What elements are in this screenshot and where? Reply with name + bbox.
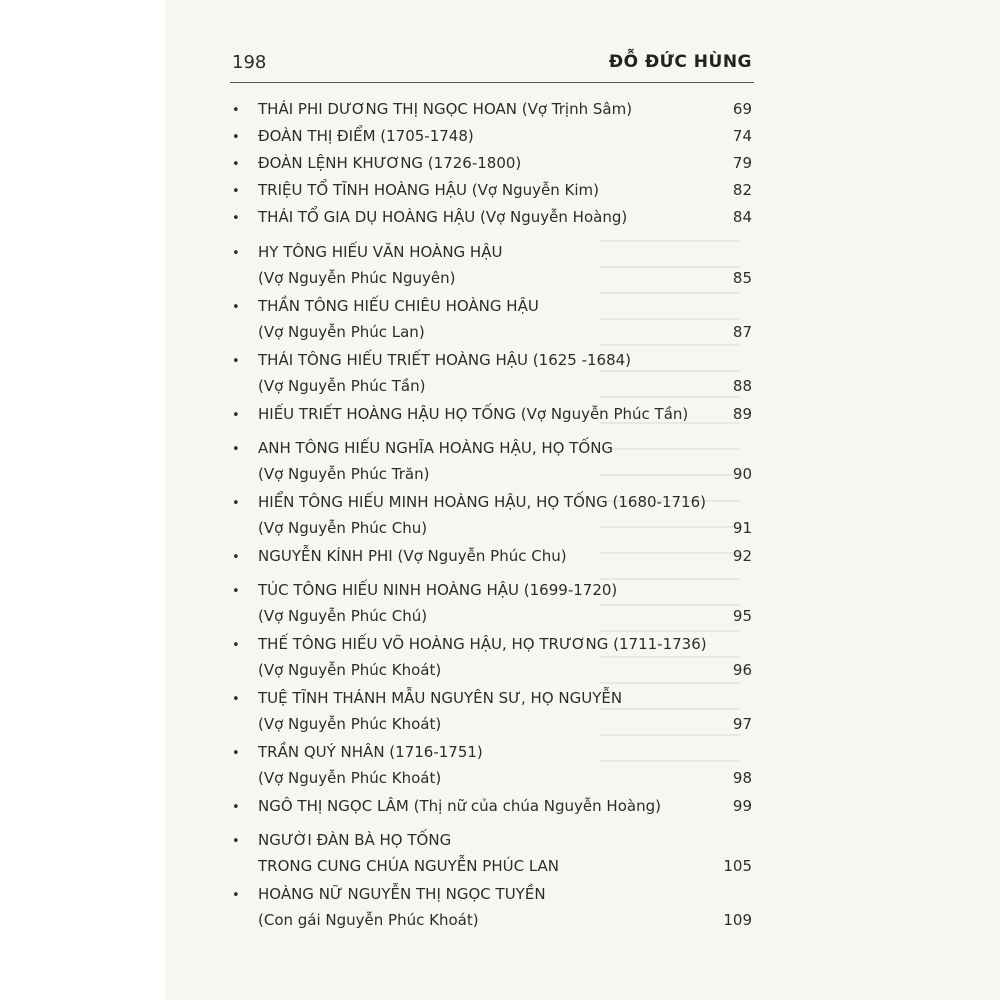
toc-entry-page-number: 99 (732, 797, 752, 815)
toc-entry-page-number: 84 (732, 208, 752, 226)
toc-entry-page-number: 98 (732, 769, 752, 787)
toc-entry-subtitle: (Con gái Nguyễn Phúc Khoát) (258, 911, 479, 929)
toc-entry-title (232, 797, 661, 817)
toc-entry-title (232, 154, 521, 174)
toc-entry-title-text: TÚC TÔNG HIẾU NINH HOÀNG HẬU (1699-1720) (258, 581, 618, 599)
page-number: 198 (232, 52, 267, 73)
toc-entry-page-number: 85 (732, 269, 752, 287)
bullet-icon: • (232, 442, 240, 457)
toc-entry-page-number: 97 (732, 715, 752, 733)
toc-entry-title-text: HY TÔNG HIẾU VĂN HOÀNG HẬU (258, 243, 503, 261)
toc-entry-page-number: 105 (723, 857, 752, 875)
toc-entry-subtitle: (Vợ Nguyễn Phúc Khoát) (258, 715, 442, 733)
toc-entry-subtitle: (Vợ Nguyễn Phúc Khoát) (258, 661, 442, 679)
toc-entry-title (232, 831, 451, 851)
toc-entry-title-text: TRẦN QUÝ NHÂN (1716-1751) (258, 743, 483, 761)
toc-entry-page-number: 74 (732, 127, 752, 145)
bullet-icon: • (232, 130, 240, 145)
toc-entry-title (232, 181, 599, 201)
toc-entry-title (232, 127, 474, 147)
toc-entry-subtitle: (Vợ Nguyễn Phúc Lan) (258, 323, 425, 341)
toc-entry-title-text: THÁI TÔNG HIẾU TRIẾT HOÀNG HẬU (1625 -1684) (258, 351, 632, 369)
toc-entry-page-number: 87 (732, 323, 752, 341)
toc-entry-page-number: 79 (732, 154, 752, 172)
toc-entry-title-text: ANH TÔNG HIẾU NGHĨA HOÀNG HẬU, HỌ TỐNG (258, 439, 614, 457)
bullet-icon: • (232, 800, 240, 815)
toc-entry-title (232, 885, 546, 905)
bullet-icon: • (232, 408, 240, 423)
toc-entry-title-text: THẾ TÔNG HIẾU VÕ HOÀNG HẬU, HỌ TRƯƠNG (1711-1736) (258, 635, 707, 653)
toc-entry-title (232, 100, 632, 120)
bullet-icon: • (232, 746, 240, 761)
toc-entry-title (232, 743, 483, 763)
toc-entry-title-text: TUỆ TĨNH THÁNH MẪU NGUYÊN SƯ, HỌ NGUYỄN (258, 689, 623, 707)
bullet-icon: • (232, 246, 240, 261)
toc-entry-subtitle: (Vợ Nguyễn Phúc Tần) (258, 377, 426, 395)
toc-entry-title (232, 635, 707, 655)
toc-entry-title-text: HOÀNG NỮ NGUYỄN THỊ NGỌC TUYỀN (258, 885, 546, 903)
toc-entry-page-number: 82 (732, 181, 752, 199)
toc-entry-title-text: ĐOÀN LỆNH KHƯƠNG (1726-1800) (258, 154, 522, 172)
bullet-icon: • (232, 888, 240, 903)
toc-entry-title (232, 581, 617, 601)
toc-entry-page-number: 92 (732, 547, 752, 565)
bullet-icon: • (232, 354, 240, 369)
toc-entry-title-text: NGƯỜI ĐÀN BÀ HỌ TỐNG (258, 831, 452, 849)
header-rule (230, 82, 754, 83)
bullet-icon: • (232, 211, 240, 226)
toc-entry-title (232, 439, 613, 459)
toc-entry-title-text: NGUYỄN KÍNH PHI (Vợ Nguyễn Phúc Chu) (258, 547, 567, 565)
bullet-icon: • (232, 496, 240, 511)
bullet-icon: • (232, 692, 240, 707)
toc-entry-title-text: ĐOÀN THỊ ĐIỂM (1705-1748) (258, 127, 474, 145)
bullet-icon: • (232, 550, 240, 565)
toc-entry-title-text: THÁI PHI DƯƠNG THỊ NGỌC HOAN (Vợ Trịnh Sâm) (258, 100, 633, 118)
toc-entry-subtitle: TRONG CUNG CHÚA NGUYỄN PHÚC LAN (258, 857, 560, 875)
toc-entry-page-number: 109 (723, 911, 752, 929)
toc-entry-subtitle: (Vợ Nguyễn Phúc Trăn) (258, 465, 430, 483)
toc-entry-page-number: 95 (732, 607, 752, 625)
bullet-icon: • (232, 184, 240, 199)
toc-entry-subtitle: (Vợ Nguyễn Phúc Nguyên) (258, 269, 456, 287)
bullet-icon: • (232, 584, 240, 599)
toc-entry-page-number: 89 (732, 405, 752, 423)
toc-entry-title-text: TRIỆU TỔ TĨNH HOÀNG HẬU (Vợ Nguyễn Kim) (258, 181, 599, 199)
toc-entry-title (232, 547, 567, 567)
toc-entry-title-text: THÁI TỔ GIA DỤ HOÀNG HẬU (Vợ Nguyễn Hoàng) (258, 208, 628, 226)
toc-entry-page-number: 90 (732, 465, 752, 483)
running-header-author: ĐỖ ĐỨC HÙNG (608, 52, 752, 72)
bullet-icon: • (232, 103, 240, 118)
bullet-icon: • (232, 638, 240, 653)
toc-entry-title (232, 351, 631, 371)
toc-entry-title (232, 243, 502, 263)
toc-entry-title (232, 297, 539, 317)
bullet-icon: • (232, 157, 240, 172)
toc-entry-title-text: THẦN TÔNG HIẾU CHIÊU HOÀNG HẬU (258, 297, 539, 315)
bullet-icon: • (232, 300, 240, 315)
toc-entry-title-text: HIỂN TÔNG HIẾU MINH HOÀNG HẬU, HỌ TỐNG (1680-1716) (258, 493, 706, 511)
toc-entry-page-number: 69 (732, 100, 752, 118)
toc-entry-subtitle: (Vợ Nguyễn Phúc Khoát) (258, 769, 442, 787)
toc-entry-title (232, 405, 688, 425)
bullet-icon: • (232, 834, 240, 849)
toc-entry-page-number: 96 (732, 661, 752, 679)
toc-entry-title (232, 689, 622, 709)
toc-entry-title (232, 208, 627, 228)
toc-entry-title-text: HIẾU TRIẾT HOÀNG HẬU HỌ TỐNG (Vợ Nguyễn Phúc Tần) (258, 405, 689, 423)
toc-entry-subtitle: (Vợ Nguyễn Phúc Chu) (258, 519, 428, 537)
toc-entry-page-number: 91 (732, 519, 752, 537)
toc-entry-subtitle: (Vợ Nguyễn Phúc Chú) (258, 607, 428, 625)
toc-entry-title-text: NGÔ THỊ NGỌC LÂM (Thị nữ của chúa Nguyễn Hoàng) (258, 797, 661, 815)
toc-entry-page-number: 88 (732, 377, 752, 395)
toc-entry-title (232, 493, 706, 513)
